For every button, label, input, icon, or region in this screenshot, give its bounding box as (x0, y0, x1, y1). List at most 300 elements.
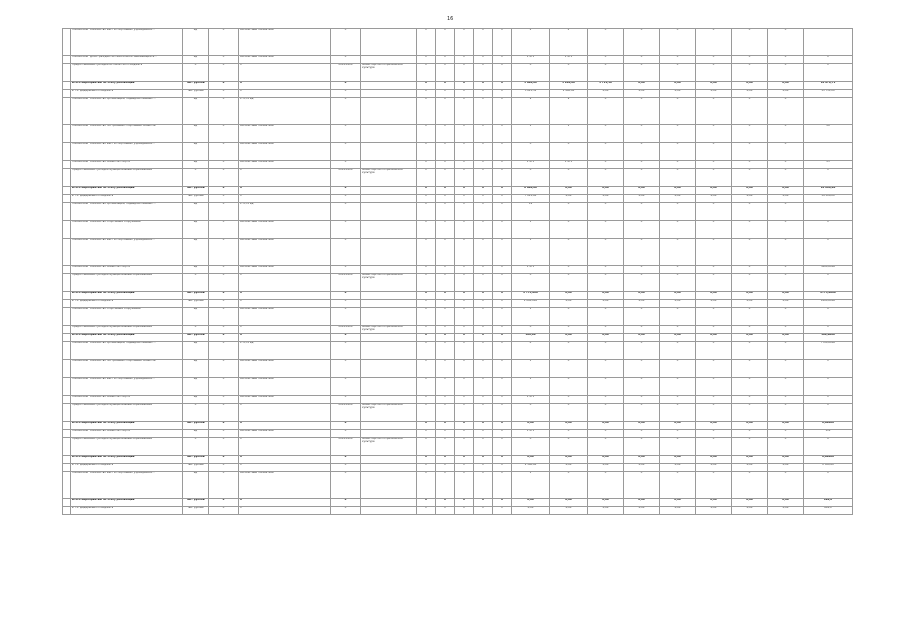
table-cell: Х (550, 239, 588, 266)
table-cell: Х (417, 143, 436, 161)
table-cell: Х (455, 169, 474, 187)
table-cell: Х (660, 360, 696, 378)
table-cell: Х (436, 308, 455, 326)
table-cell: 500,00 (512, 334, 550, 342)
table-cell (63, 499, 71, 507)
table-cell: Показатель "Количество мест в спортивных учреждениях..." (71, 239, 183, 266)
table-cell: Х (550, 274, 588, 292)
table-cell: Х (588, 360, 624, 378)
table-cell: Х (624, 98, 660, 125)
table-cell: 0,00 (512, 456, 550, 464)
table-cell: Х (331, 308, 361, 326)
table-cell (804, 29, 853, 56)
table-cell: Х (474, 472, 493, 499)
table-cell: Х (331, 90, 361, 98)
table-cell (361, 292, 417, 300)
table-cell: 2014-2024 (331, 326, 361, 334)
table-cell: Х (474, 56, 493, 64)
table-cell: Х (455, 507, 474, 515)
table-cell: Х (696, 396, 732, 404)
table-cell: Абсолютный показатель (239, 56, 331, 64)
table-cell: Х (624, 239, 660, 266)
table-cell: Х (209, 326, 239, 334)
table-cell (361, 430, 417, 438)
table-cell: в т.ч. федерального бюджета (71, 90, 183, 98)
table-cell: Х (474, 464, 493, 472)
table-cell: 0,00 (768, 456, 804, 464)
table-cell: 0,00 (588, 464, 624, 472)
table-cell: 5 621,32 (512, 90, 550, 98)
table-cell: Х (493, 266, 512, 274)
table-cell: Х (455, 438, 474, 456)
table-cell: в т.ч. федерального бюджета (71, 195, 183, 203)
table-cell: 0,00 (768, 507, 804, 515)
table-cell: Х (455, 90, 474, 98)
table-cell: Абсолютный показатель (239, 266, 331, 274)
table-cell: Х (624, 169, 660, 187)
table-cell: Х (588, 203, 624, 221)
table-cell: ед (183, 342, 209, 360)
table-cell: Х (768, 169, 804, 187)
table-cell: Х (331, 472, 361, 499)
table-cell: ед (183, 378, 209, 396)
table-cell: Х (474, 499, 493, 507)
table-cell: Х (239, 169, 331, 187)
table-cell (361, 82, 417, 90)
table-cell: Х (474, 82, 493, 90)
table-row (63, 195, 853, 203)
table-cell: Х (696, 274, 732, 292)
table-cell: 112 (804, 430, 853, 438)
table-cell: 1 471 (550, 161, 588, 169)
table-cell (63, 56, 71, 64)
table-cell: 0,00 (588, 300, 624, 308)
table-row (63, 422, 853, 430)
table-cell: Х (493, 187, 512, 195)
table-cell (361, 360, 417, 378)
table-cell: 14 500,00 (804, 195, 853, 203)
table-cell: 0,00000 (804, 456, 853, 464)
table-cell: Х (436, 464, 455, 472)
table-row (63, 64, 853, 82)
table-cell (63, 195, 71, 203)
table-cell: Х (239, 195, 331, 203)
table-cell: Х (331, 507, 361, 515)
table-cell: 1 (550, 125, 588, 143)
table-cell: Х (209, 334, 239, 342)
table-cell: Х (550, 326, 588, 334)
table-cell: Х (768, 125, 804, 143)
table-cell: тыс. рублей (183, 292, 209, 300)
table-cell: Е: 0,70 ед. (239, 342, 331, 360)
table-cell: Х (804, 378, 853, 396)
table-cell: 1 471 (512, 56, 550, 64)
table-cell: 7700,0000 (804, 342, 853, 360)
table-cell: Х (696, 203, 732, 221)
table-cell: Х (474, 203, 493, 221)
table-cell: Х (436, 221, 455, 239)
table-cell (63, 64, 71, 82)
table-cell: Х (455, 499, 474, 507)
table-cell: Х (436, 326, 455, 334)
table-cell: Х (209, 187, 239, 195)
table-cell: Х (209, 438, 239, 456)
table-cell: 0,00 (660, 90, 696, 98)
table-cell: Х (474, 98, 493, 125)
table-cell: Х (512, 438, 550, 456)
table-cell: Х (768, 438, 804, 456)
table-cell (361, 29, 417, 56)
table-cell (361, 334, 417, 342)
table-cell: Х (239, 274, 331, 292)
table-cell: Х (588, 98, 624, 125)
table-row (63, 98, 853, 125)
table-cell: Х (331, 98, 361, 125)
table-cell: Х (550, 143, 588, 161)
table-cell: 0,00 (550, 499, 588, 507)
table-cell (361, 300, 417, 308)
table-cell: Х (588, 169, 624, 187)
table-cell: Х (624, 29, 660, 56)
table-cell: Х (331, 456, 361, 464)
table-cell: Х (474, 378, 493, 396)
table-cell: Х (768, 378, 804, 396)
table-cell: 0,00 (512, 499, 550, 507)
table-cell: Х (660, 221, 696, 239)
table-cell: Х (436, 292, 455, 300)
table-cell: Х (512, 143, 550, 161)
table-cell: 0,00 (588, 507, 624, 515)
table-cell: 0,00 (624, 195, 660, 203)
table-cell: 0,00 (660, 507, 696, 515)
table-cell: Х (331, 161, 361, 169)
table-cell: Х (550, 396, 588, 404)
table-cell (63, 169, 71, 187)
table-cell: тыс. рублей (183, 464, 209, 472)
table-cell: 1 (512, 125, 550, 143)
table-cell: Х (768, 360, 804, 378)
table-cell: Х (732, 326, 768, 334)
table-cell: Х (732, 396, 768, 404)
table-cell: Показатель "Количество мест в спортивных учреждениях..." (71, 472, 183, 499)
table-cell: Х (209, 64, 239, 82)
table-cell: Х (768, 396, 804, 404)
table-cell: Х (624, 430, 660, 438)
table-cell: 0,00 (624, 90, 660, 98)
table-row (63, 161, 853, 169)
table-row (63, 334, 853, 342)
table-cell: Х (417, 56, 436, 64)
table-cell: 0,00 (696, 300, 732, 308)
table-cell: Х (732, 360, 768, 378)
table-cell: Х (331, 422, 361, 430)
table-cell: 5 800,06 (512, 82, 550, 90)
table-cell: Х (493, 430, 512, 438)
table-cell: Х (660, 430, 696, 438)
table-cell: 2 900,00 (550, 90, 588, 98)
table-cell: Х (696, 98, 732, 125)
table-cell: Х (493, 456, 512, 464)
table-cell (63, 422, 71, 430)
table-cell: Х (696, 161, 732, 169)
table-cell: Х (732, 125, 768, 143)
table-cell: Х (493, 239, 512, 266)
table-cell: Х (209, 456, 239, 464)
table-cell: Х (732, 64, 768, 82)
table-cell: 3000,0000 (804, 266, 853, 274)
table-cell: Х (624, 143, 660, 161)
table-cell (361, 56, 417, 64)
table-cell: Х (512, 64, 550, 82)
table-cell: в т.ч. федерального бюджета (71, 300, 183, 308)
table-cell: Предоставление субсидий муниципальным образованиям (71, 274, 183, 292)
table-cell: Х (436, 203, 455, 221)
table-cell: Х (417, 456, 436, 464)
table-cell: Х (624, 161, 660, 169)
table-cell: Х (696, 438, 732, 456)
table-cell: Х (209, 274, 239, 292)
table-cell (63, 221, 71, 239)
table-cell (63, 203, 71, 221)
table-cell: Х (183, 438, 209, 456)
table-cell (63, 438, 71, 456)
table-cell: Х (209, 161, 239, 169)
table-cell: Х (474, 300, 493, 308)
table-cell: Х (660, 64, 696, 82)
table-cell: Абсолютный показатель (239, 472, 331, 499)
table-cell: Х (768, 239, 804, 266)
table-cell: тыс. рублей (183, 82, 209, 90)
table-cell: Х (239, 187, 331, 195)
table-cell: Х (417, 396, 436, 404)
table-cell: Х (239, 464, 331, 472)
table-cell: Х (239, 90, 331, 98)
table-cell: Х (493, 507, 512, 515)
table-cell: Х (768, 29, 804, 56)
table-cell: Х (588, 56, 624, 64)
table-cell: Х (455, 56, 474, 64)
table-cell: 0,00 (624, 422, 660, 430)
table-row (63, 438, 853, 456)
table-cell: ед (183, 98, 209, 125)
table-cell: Х (331, 125, 361, 143)
table-cell: 0,00 (624, 464, 660, 472)
table-cell: Министерство по физической культуре (361, 64, 417, 82)
table-cell: Х (331, 56, 361, 64)
program-table (62, 28, 853, 515)
table-row (63, 125, 853, 143)
table-cell: Показатель "Количество спортивных сооружений" (71, 308, 183, 326)
table-cell: 0,00 (624, 82, 660, 90)
table-cell (361, 342, 417, 360)
table-cell: 0,00 (732, 300, 768, 308)
table-cell: Х (417, 438, 436, 456)
table-cell: Х (474, 430, 493, 438)
table-cell: Х (417, 300, 436, 308)
table-row (63, 29, 853, 56)
table-cell: 0,00 (696, 187, 732, 195)
table-cell: Абсолютный показатель (239, 308, 331, 326)
table-cell: 2 774,000 (512, 292, 550, 300)
table-cell: Х (331, 221, 361, 239)
table-cell: Предоставление субсидий муниципальным образованиям (71, 169, 183, 187)
table-cell: Х (493, 308, 512, 326)
table-cell (63, 82, 71, 90)
table-cell: Х (550, 360, 588, 378)
table-cell: Х (436, 90, 455, 98)
table-cell: Х (588, 274, 624, 292)
table-cell: Х (474, 456, 493, 464)
table-cell (63, 125, 71, 143)
table-cell: тыс. рублей (183, 507, 209, 515)
table-cell: Х (474, 404, 493, 422)
table-cell: Х (417, 187, 436, 195)
table-cell: Предоставление субсидий муниципальным образованиям (71, 404, 183, 422)
table-row (63, 221, 853, 239)
table-cell: ед (183, 396, 209, 404)
table-cell (63, 360, 71, 378)
table-cell: 19 (512, 203, 550, 221)
table-cell: Х (660, 239, 696, 266)
table-cell: Х (474, 221, 493, 239)
table-cell: Х (660, 29, 696, 56)
table-cell: 0,00 (624, 300, 660, 308)
table-cell: 2014-2024 (331, 438, 361, 456)
table-cell: Х (768, 308, 804, 326)
table-cell: 0,00 (768, 300, 804, 308)
table-cell: Х (209, 82, 239, 90)
table-cell: Х (331, 203, 361, 221)
table-cell: Х (209, 430, 239, 438)
table-cell: 0,00 (550, 292, 588, 300)
table-cell: ед (183, 266, 209, 274)
table-cell (63, 404, 71, 422)
table-cell: Х (209, 499, 239, 507)
table-cell: Х (209, 472, 239, 499)
table-cell: Х (624, 221, 660, 239)
table-cell: Х (183, 404, 209, 422)
table-cell: Х (436, 499, 455, 507)
table-cell: Х (331, 266, 361, 274)
table-cell: 0,00 (660, 187, 696, 195)
table-cell: Х (804, 438, 853, 456)
table-cell: Х (436, 195, 455, 203)
table-cell: Х (436, 422, 455, 430)
table-cell: Х (239, 404, 331, 422)
table-cell: Х (768, 342, 804, 360)
table-cell: Х (660, 404, 696, 422)
table-cell: 0,00 (512, 507, 550, 515)
table-cell: Х (474, 239, 493, 266)
table-cell: ед (183, 239, 209, 266)
table-cell (361, 308, 417, 326)
table-cell: Х (436, 169, 455, 187)
table-row (63, 456, 853, 464)
table-cell: Х (331, 195, 361, 203)
table-cell: Х (436, 274, 455, 292)
table-cell: Х (660, 326, 696, 334)
table-cell: 0,00 (732, 90, 768, 98)
table-cell: Министерство по физической культуре (361, 274, 417, 292)
table-body (63, 29, 853, 515)
table-cell: Х (474, 326, 493, 334)
table-cell: 2014-2024 (331, 169, 361, 187)
table-cell (63, 161, 71, 169)
table-cell (63, 326, 71, 334)
table-cell: Х (417, 266, 436, 274)
table-cell (361, 422, 417, 430)
table-cell: Абсолютный показатель (239, 29, 331, 56)
table-cell: Х (436, 266, 455, 274)
table-cell: ед (183, 56, 209, 64)
table-cell: Х (804, 326, 853, 334)
table-cell: Х (436, 507, 455, 515)
table-cell: 0,00 (732, 464, 768, 472)
table-cell: Х (696, 143, 732, 161)
table-row (63, 143, 853, 161)
table-cell: Х (732, 143, 768, 161)
table-cell: ед (183, 308, 209, 326)
table-cell: Х (209, 90, 239, 98)
table-cell: Х (209, 195, 239, 203)
table-cell: Х (493, 499, 512, 507)
table-cell: Х (624, 472, 660, 499)
table-cell: Х (209, 266, 239, 274)
table-cell: 2 000,000 (512, 300, 550, 308)
table-cell: Х (696, 360, 732, 378)
table-cell: Х (455, 29, 474, 56)
table-cell: Х (331, 396, 361, 404)
table-cell: Х (209, 464, 239, 472)
table-cell: Х (209, 308, 239, 326)
table-cell: Х (588, 378, 624, 396)
table-cell: Х (493, 161, 512, 169)
table-cell: Х (209, 29, 239, 56)
table-cell: 0,00 (696, 507, 732, 515)
table-cell: Х (474, 64, 493, 82)
table-cell: 500,0000 (804, 334, 853, 342)
table-cell: Х (209, 360, 239, 378)
table-cell: Х (455, 308, 474, 326)
table-cell: Х (550, 404, 588, 422)
table-row (63, 464, 853, 472)
table-cell: Х (696, 404, 732, 422)
table-row (63, 326, 853, 334)
table-cell: Х (417, 292, 436, 300)
table-cell: Х (768, 326, 804, 334)
table-cell: Х (474, 438, 493, 456)
table-cell: 9 (550, 98, 588, 125)
table-cell: ед (183, 472, 209, 499)
table-cell: Х (455, 378, 474, 396)
table-cell: Министерство по физической культуре (361, 404, 417, 422)
table-cell: Х (239, 292, 331, 300)
table-cell: 0,00 (660, 82, 696, 90)
table-cell: Х (209, 396, 239, 404)
table-cell: Х (331, 292, 361, 300)
table-cell (63, 472, 71, 499)
table-cell: 0,00 (732, 292, 768, 300)
table-cell (361, 239, 417, 266)
table-cell: Х (550, 342, 588, 360)
table-cell: Х (209, 404, 239, 422)
table-cell: Х (455, 404, 474, 422)
table-cell: 0,00 (624, 187, 660, 195)
table-cell (804, 98, 853, 125)
table-cell: Х (417, 82, 436, 90)
table-cell: 0,00 (696, 464, 732, 472)
table-cell: Х (239, 64, 331, 82)
